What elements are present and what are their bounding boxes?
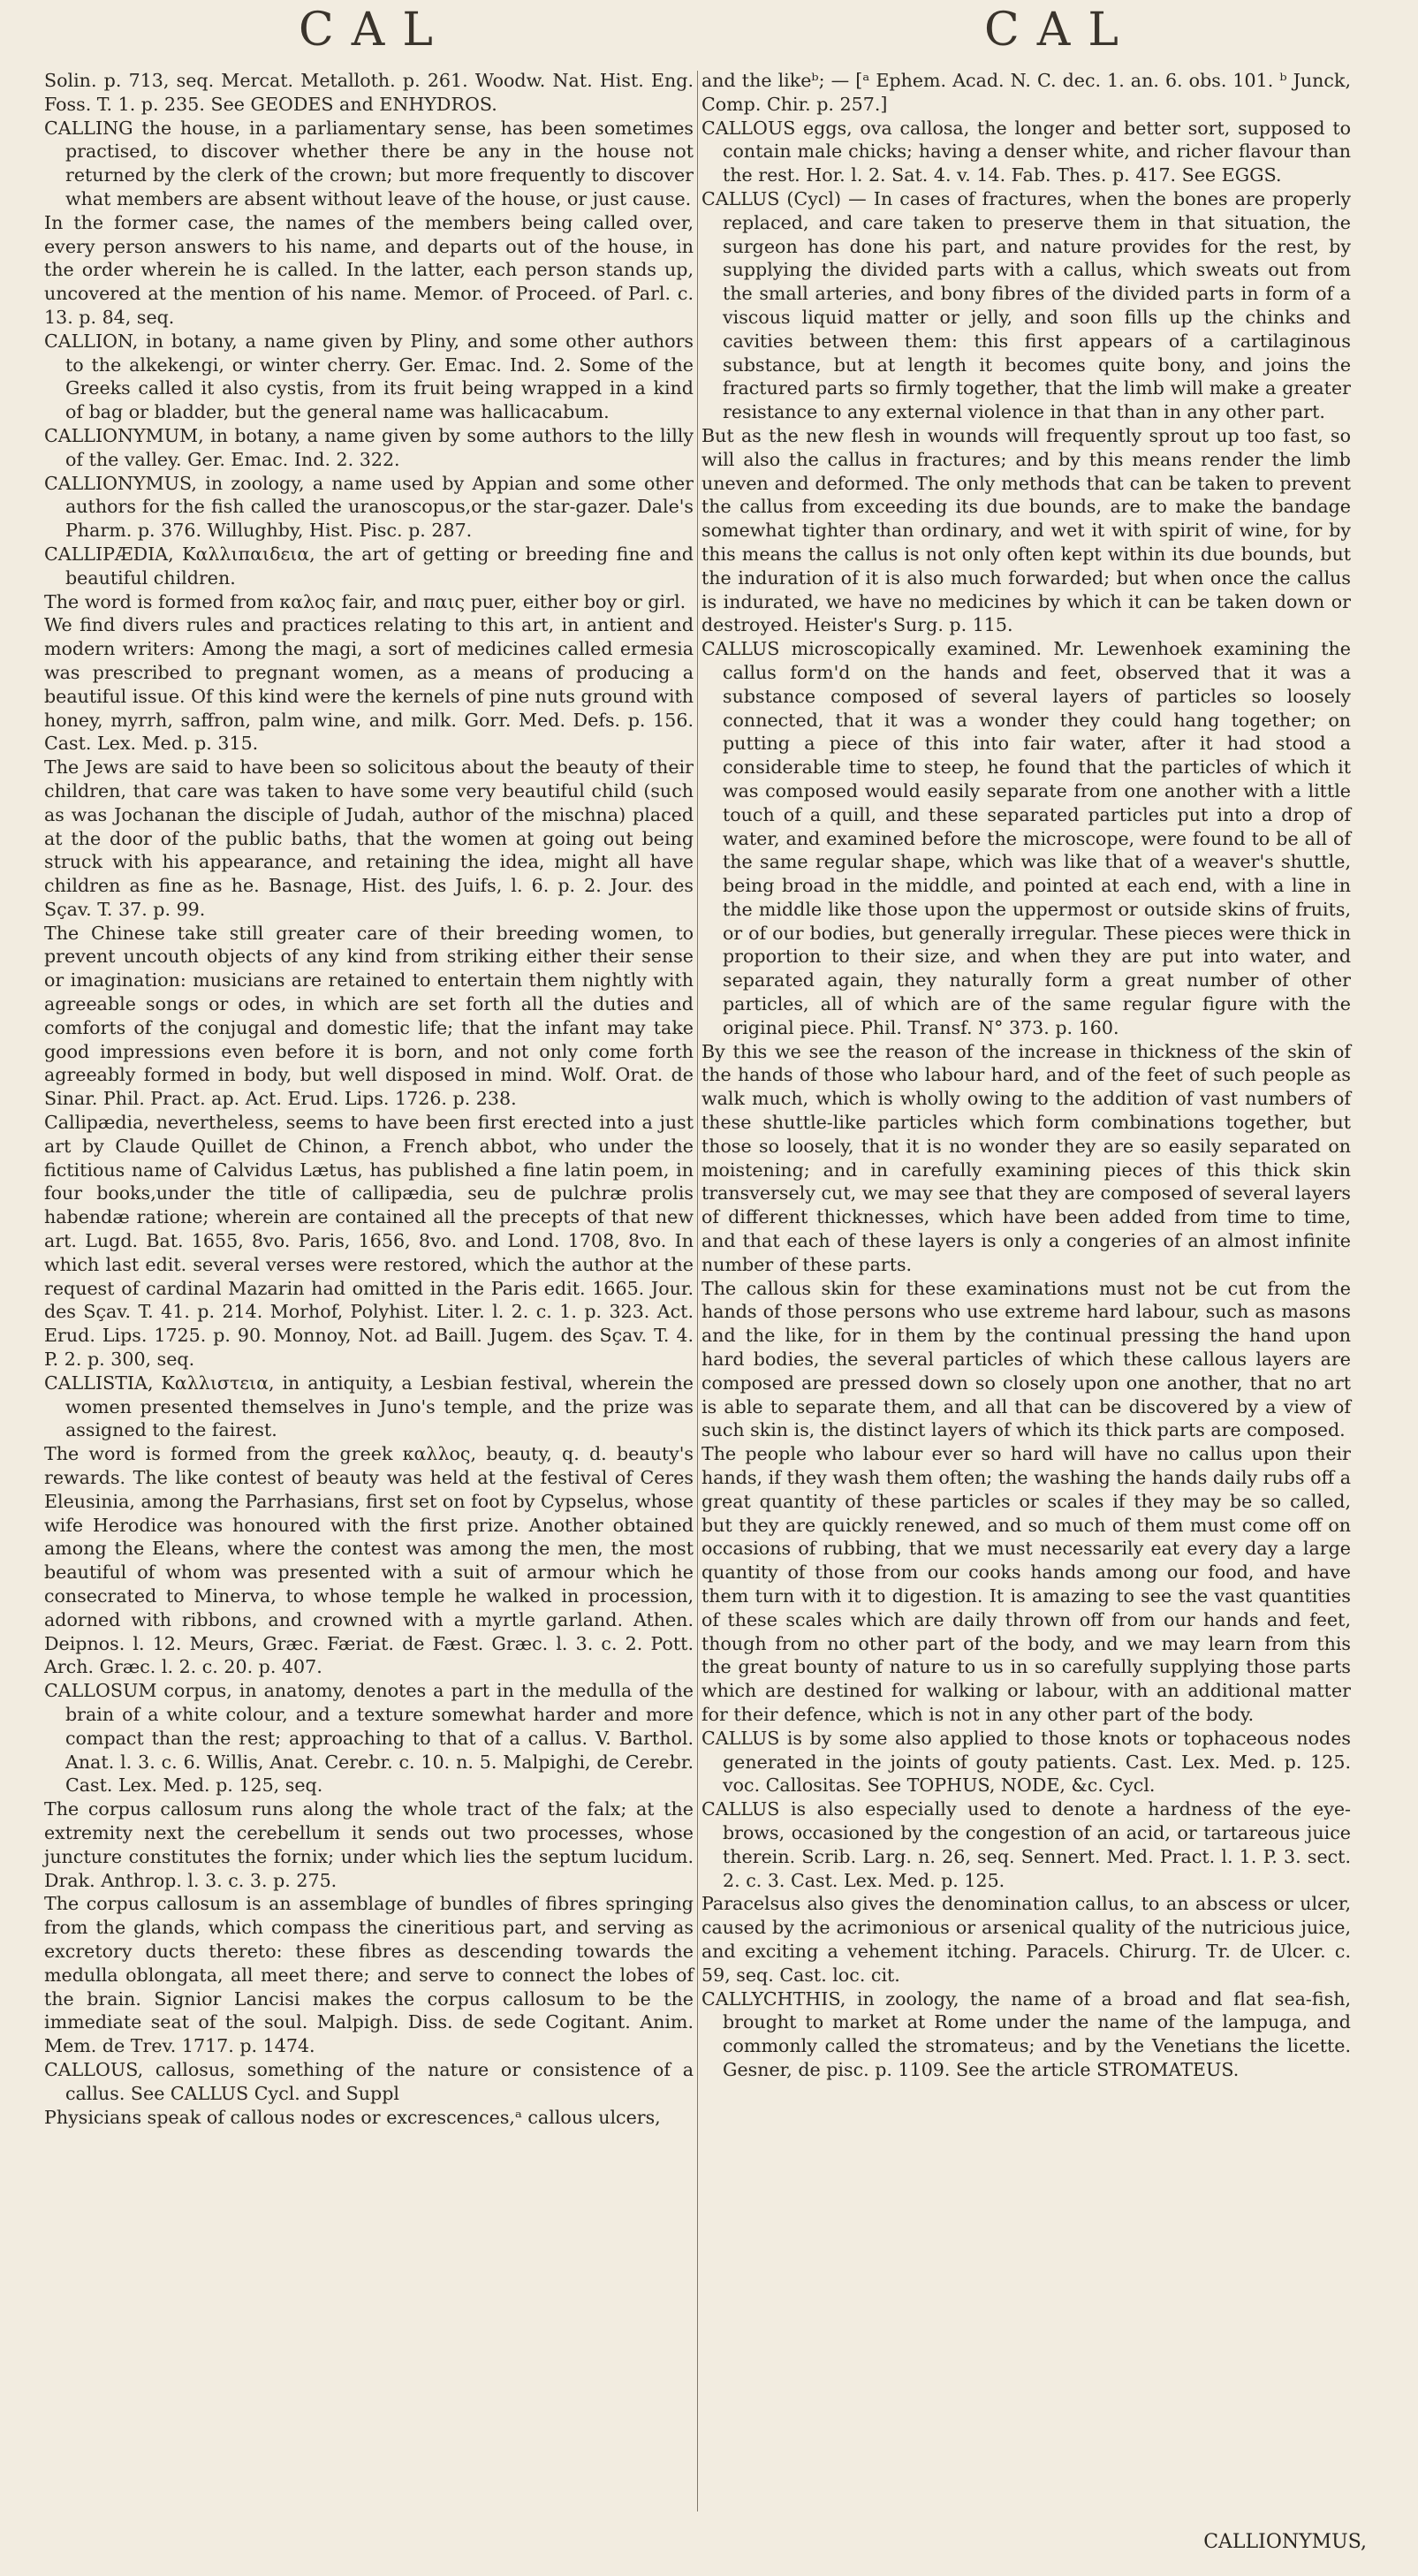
entry-paragraph: CALLING the house, in a parliamentary sense, has been sometimes practised, to discover whether there be any in the house not returned by the clerk of the crown; but more frequently to discover what members are absent without leave of the house, or just cause. <box>44 117 694 209</box>
entry-continuation: The corpus callosum is an assemblage of bundles of fibres springing from the glands, which compass the cineritious part, and serving as excretory ducts thereto: these fibres as descending towards the medulla oblongata, all meet there; and serve to connect the lobes of the brain. Signior Lancisi makes the corpus callosum to be the immediate seat of the soul. Malpigh. Diss. de sede Cogitant. Anim. Mem. de Trev. 1717. p. 1474. <box>44 1893 694 2057</box>
entry-paragraph: CALLIONYMUS, in zoology, a name used by Appian and some other authors for the fish called the uranoscopus,or the star-gazer. Dale's Pharm. p. 376. Willughby, Hist. Pisc. p. 287. <box>44 472 694 542</box>
entry-continuation: The Jews are said to have been so solicitous about the beauty of their children, that care was taken to have some very beautiful child (such as was Jochanan the disciple of Judah, author of the mischna) placed at the door of the public baths, that the women at going out being struck with his appearance, and retaining the idea, might all have children as fine as he. Basnage, Hist. des Juifs, l. 6. p. 2. Jour. des Sçav. T. 37. p. 99. <box>44 756 694 920</box>
entry-paragraph: CALLOUS eggs, ova callosa, the longer and better sort, supposed to contain male chicks; having a denser white, and richer flavour than the rest. Hor. l. 2. Sat. 4. v. 14. Fab. Thes. p. 417. See EGGS. <box>701 117 1351 186</box>
entry-paragraph: CALLOSUM corpus, in anatomy, denotes a part in the medulla of the brain of a white colour, and a texture somewhat harder and more compact than the rest; approaching to that of a callus. V. Barthol. Anat. l. 3. c. 6. Willis, Anat. Cerebr. c. 10. n. 5. Malpighi, de Cerebr. Cast. Lex. Med. p. 125, seq. <box>44 1680 694 1797</box>
entry-continuation: But as the new flesh in wounds will frequently sprout up too fast, so will also the callus in fractures; and by this means render the limb uneven and deformed. The only methods that can be taken to prevent the callus from exceeding its due bounds, are to make the bandage somewhat tighter than ordinary, and wet it with spirit of wine, for by this means the callus is not only often kept within its due bounds, but the induration of it is also much forwarded; but when once the callus is indurated, we have no medicines by which it can be taken down or destroyed. Heister's Surg. p. 115. <box>701 424 1351 636</box>
entry-paragraph: CALLUS (Cycl) — In cases of fractures, when the bones are properly replaced, and care taken to preserve them in that situation, the surgeon has done his part, and nature provides for the rest, by supplying the divided parts with a callus, which sweats out from the small arteries, and bony fibres of the divided parts in form of a viscous liquid matter or jelly, and soon fills up the chinks and cavities between them: this first appears of a cartilaginous substance, but at length it becomes quite bony, and joins the fractured parts so firmly together, that the limb will make a greater resistance to any external violence in that than in any other part. <box>701 187 1351 423</box>
entry-continuation: The corpus callosum runs along the whole tract of the falx; at the extremity next the cerebellum it sends out two processes, whose juncture constitutes the fornix; under which lies the septum lucidum. Drak. Anthrop. l. 3. c. 3. p. 275. <box>44 1798 694 1891</box>
entry-continuation: In the former case, the names of the members being called over, every person answers to his name, and departs out of the house, in the order wherein he is called. In the latter, each person stands up, uncovered at the mention of his name. Memor. of Proceed. of Parl. c. 13. p. 84, seq. <box>44 211 694 328</box>
column-divider <box>697 71 698 2511</box>
entry-continuation: The callous skin for these examinations must not be cut from the hands of those persons who use extreme hard labour, such as masons and the like, for in them by the continual pressing the hand upon hard bodies, the several particles of which these callous layers are composed are pressed down so closely upon one another, that no art is able to separate them, and all that can be discovered by a view of such skin is, the distinct layers of which its thick parts are composed. <box>701 1277 1351 1441</box>
entry-continuation: Solin. p. 713, seq. Mercat. Metalloth. p. 261. Woodw. Nat. Hist. Eng. Foss. T. 1. p. 235. See GEODES and ENHYDROS. <box>44 70 694 115</box>
entry-continuation: We find divers rules and practices relating to this art, in antient and modern writers: Among the magi, a sort of medicines called ermesia was prescribed to pregnant women, as a means of producing a beautiful issue. Of this kind were the kernels of pine nuts ground with honey, myrrh, saffron, palm wine, and milk. Gorr. Med. Defs. p. 156. Cast. Lex. Med. p. 315. <box>44 614 694 755</box>
catchword: CALLIONYMUS, <box>1203 2531 1367 2553</box>
entry-paragraph: CALLOUS, callosus, something of the nature or consistence of a callus. See CALLUS Cycl. and Suppl <box>44 2058 694 2104</box>
left-column <box>44 69 694 2129</box>
entry-paragraph: CALLION, in botany, a name given by Pliny, and some other authors to the alkekengi, or winter cherry. Ger. Emac. Ind. 2. Some of the Greeks called it also cystis, from its fruit being wrapped in a kind of bag or bladder, but the general name was hallicacabum. <box>44 330 694 423</box>
entry-continuation: Callipædia, nevertheless, seems to have been first erected into a just art by Claude Quillet de Chinon, a French abbot, who under the fictitious name of Calvidus Lætus, has published a fine latin poem, in four books,under the title of callipædia, seu de pulchræ prolis habendæ ratione; wherein are contained all the precepts of that new art. Lugd. Bat. 1655, 8vo. Paris, 1656, 8vo. and Lond. 1708, 8vo. In which last edit. several verses were restored, which the author at the request of cardinal Mazarin had omitted in the Paris edit. 1665. Jour. des Sçav. T. 41. p. 214. Morhof, Polyhist. Liter. l. 2. c. 1. p. 323. Act. Erud. Lips. 1725. p. 90. Monnoy, Not. ad Baill. Jugem. des Sçav. T. 4. P. 2. p. 300, seq. <box>44 1112 694 1371</box>
running-head-right: CAL <box>984 4 1136 57</box>
entry-paragraph: CALLIONYMUM, in botany, a name given by some authors to the lilly of the valley. Ger. Emac. Ind. 2. 322. <box>44 424 694 470</box>
entry-paragraph: CALLUS is by some also applied to those knots or tophaceous nodes generated in the joints of gouty patients. Cast. Lex. Med. p. 125. voc. Callositas. See TOPHUS, NODE, &c. Cycl. <box>701 1727 1351 1797</box>
entry-continuation: The people who labour ever so hard will have no callus upon their hands, if they wash them often; the washing the hands daily rubs off a great quantity of these particles or scales if they may be so called, but they are quickly renewed, and so much of them must come off on occasions of rubbing, that we must necessarily eat every day a large quantity of those from our cooks hands among our food, and have them turn with it to digestion. It is amazing to see the vast quantities of these scales which are daily thrown off from our hands and feet, though from no other part of the body, and we may learn from this the great bounty of nature to us in so carefully supplying those parts which are destined for walking or labour, with an additional matter for their defence, which is not in any other part of the body. <box>701 1443 1351 1725</box>
entry-continuation: and the likeᵇ; — [ᵃ Ephem. Acad. N. C. dec. 1. an. 6. obs. 101. ᵇ Junck, Comp. Chir. p. 257.] <box>701 70 1351 115</box>
entry-paragraph: CALLUS is also especially used to denote a hardness of the eye-brows, occasioned by the congestion of an acid, or tartareous juice therein. Scrib. Larg. n. 26, seq. Sennert. Med. Pract. l. 1. P. 3. sect. 2. c. 3. Cast. Lex. Med. p. 125. <box>701 1798 1351 1891</box>
entry-paragraph: CALLYCHTHIS, in zoology, the name of a broad and flat sea-fish, brought to market at Rome under the name of the lampuga, and commonly called the stromateus; and by the Venetians the licette. Gesner, de pisc. p. 1109. See the article STROMATEUS. <box>701 1987 1351 2080</box>
entry-continuation: The word is formed from the greek καλλος, beauty, q. d. beauty's rewards. The like contest of beauty was held at the festival of Ceres Eleusinia, among the Parrhasians, first set on foot by Cypselus, whose wife Herodice was honoured with the first prize. Another obtained among the Eleans, where the contest was among the men, the most beautiful of whom was presented with a suit of armour which he consecrated to Minerva, to whose temple he walked in procession, adorned with ribbons, and crowned with a myrtle garland. Athen. Deipnos. l. 12. Meurs, Græc. Færiat. de Fæst. Græc. l. 3. c. 2. Pott. Arch. Græc. l. 2. c. 20. p. 407. <box>44 1443 694 1678</box>
entry-continuation: The word is formed from καλος fair, and παις puer, either boy or girl. <box>44 590 686 612</box>
entry-continuation: The Chinese take still greater care of their breeding women, to prevent uncouth objects of any kind from striking either their sense or imagination: musicians are retained to entertain them nightly with agreeable songs or odes, in which are set forth all the duties and comforts of the conjugal and domestic life; that the infant may take good impressions even before it is born, and not only come forth agreeably formed in body, but well disposed in mind. Wolf. Orat. de Sinar. Phil. Pract. ap. Act. Erud. Lips. 1726. p. 238. <box>44 922 694 1110</box>
entry-paragraph: CALLISTIA, Καλλιστεια, in antiquity, a Lesbian festival, wherein the women presented themselves in Juno's temple, and the prize was assigned to the fairest. <box>44 1372 694 1441</box>
right-column <box>701 69 1351 2082</box>
entry-paragraph: CALLUS microscopically examined. Mr. Lewenhoek examining the callus form'd on the hands and feet, observed that it was a substance composed of several layers of particles so loosely connected, that it was a wonder they could hang together; on putting a piece of this into fair water, after it had stood a considerable time to steep, he found that the particles of which it was composed would easily separate from one another with a little touch of a quill, and these separated particles put into a drop of water, and examined before the microscope, were found to be all of the same regular shape, which was like that of a weaver's shuttle, being broad in the middle, and pointed at each end, with a line in the middle like those upon the uppermost or outside skins of fruits, or of our bodies, but generally irregular. These pieces were thick in proportion to their size, and when they are put into water, and separated again, they naturally form a great number of other particles, all of which are of the same regular figure with the original piece. Phil. Transf. N° 373. p. 160. <box>701 638 1351 1038</box>
entry-continuation: Physicians speak of callous nodes or excrescences,ᵃ callous ulcers, <box>44 2106 661 2128</box>
entry-continuation: By this we see the reason of the increase in thickness of the skin of the hands of those who labour hard, and of the feet of such people as walk much, which is wholly owing to the addition of vast numbers of these shuttle-like particles which form combinations together, but those so loosely, that it is no wonder they are so easily separated on moistening; and in carefully examining pieces of this thick skin transversely cut, we may see that they are composed of several layers of different thicknesses, which have been added from time to time, and that each of these layers is only a congeries of an almost infinite number of these parts. <box>701 1040 1351 1275</box>
entry-paragraph: CALLIPÆDIA, Καλλιπαιδεια, the art of getting or breeding fine and beautiful children. <box>44 543 694 589</box>
entry-continuation: Paracelsus also gives the denomination callus, to an abscess or ulcer, caused by the acrimonious or arsenical quality of the nutricious juice, and exciting a vehement itching. Paracels. Chirurg. Tr. de Ulcer. c. 59, seq. Cast. loc. cit. <box>701 1893 1351 1986</box>
running-head-left: CAL <box>299 4 451 57</box>
